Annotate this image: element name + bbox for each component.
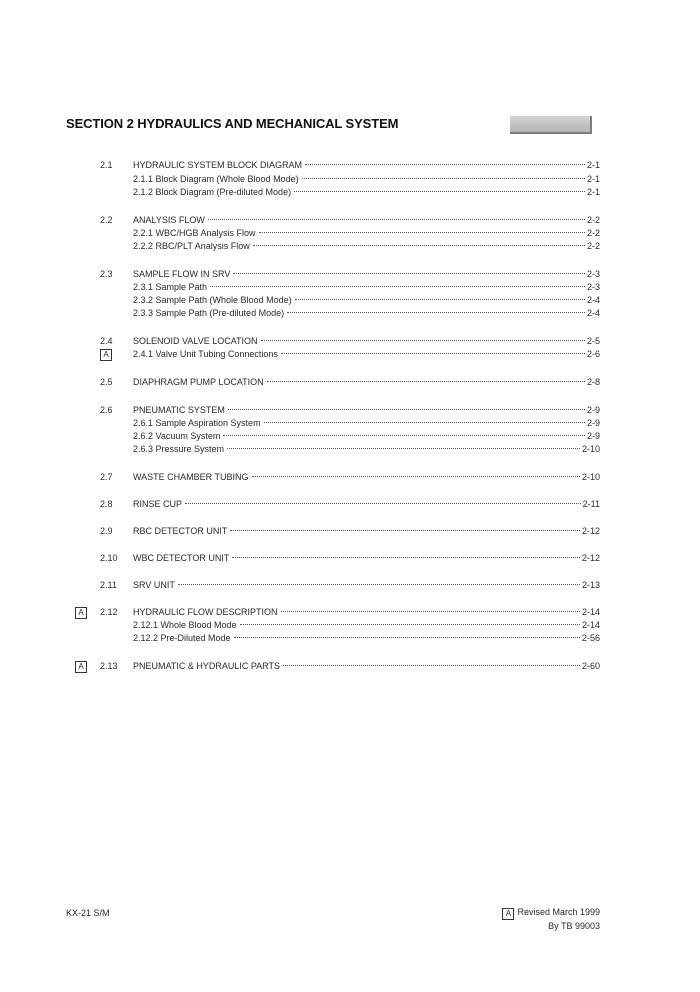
toc-section-row[interactable] [0, 498, 700, 511]
dot-leader [230, 530, 580, 531]
dot-leader [228, 409, 585, 410]
toc-leader-line [133, 159, 600, 172]
toc-subsection-row[interactable] [0, 240, 700, 253]
toc-subsection-row[interactable] [0, 186, 700, 199]
toc-leader-line [133, 173, 600, 186]
toc-title: 2.6.2 Vacuum System [133, 431, 221, 441]
toc-page-number: 2-12 [581, 526, 600, 536]
toc-subsection-row[interactable] [0, 619, 700, 632]
toc-number: 2.6 [100, 405, 113, 415]
toc-number: 2.7 [100, 472, 113, 482]
toc-leader-line [133, 376, 600, 389]
toc-page-number: 2-2 [586, 228, 600, 238]
toc-leader-line [133, 632, 600, 645]
toc-title: 2.12.2 Pre-Diluted Mode [133, 633, 231, 643]
toc-leader-line [133, 214, 600, 227]
toc-leader-line [133, 579, 600, 592]
toc-title: ANALYSIS FLOW [133, 215, 205, 225]
toc-title: DIAPHRAGM PUMP LOCATION [133, 377, 264, 387]
toc-subsection-row[interactable] [0, 430, 700, 443]
toc-title: 2.6.3 Pressure System [133, 444, 225, 454]
dot-leader [223, 435, 585, 436]
toc-page-number: 2-4 [586, 308, 600, 318]
toc-page-number: 2-12 [581, 553, 600, 563]
toc-number: 2.11 [100, 580, 117, 590]
toc-page-number: 2-2 [586, 241, 600, 251]
toc-section-row[interactable] [0, 268, 700, 281]
toc-title: SAMPLE FLOW IN SRV [133, 269, 231, 279]
dot-leader [185, 503, 581, 504]
toc-page-number: 2-56 [581, 633, 600, 643]
toc-subsection-row[interactable] [0, 417, 700, 430]
toc-subsection-row[interactable] [0, 294, 700, 307]
toc-leader-line [133, 348, 600, 361]
toc-section-row[interactable] [0, 159, 700, 172]
toc-page-number: 2-5 [586, 336, 600, 346]
dot-leader [232, 557, 580, 558]
toc-title: 2.2.2 RBC/PLT Analysis Flow [133, 241, 250, 251]
toc-page-number: 2-10 [581, 472, 600, 482]
toc-page-number: 2-6 [586, 349, 600, 359]
toc-title: WBC DETECTOR UNIT [133, 553, 230, 563]
dot-leader [252, 476, 580, 477]
toc-leader-line [133, 281, 600, 294]
toc-title: SOLENOID VALVE LOCATION [133, 336, 258, 346]
toc-title: PNEUMATIC & HYDRAULIC PARTS [133, 661, 281, 671]
toc-page-number: 2-1 [586, 160, 600, 170]
toc-section-row[interactable] [0, 335, 700, 348]
dot-leader [264, 422, 585, 423]
toc-section-row[interactable] [0, 579, 700, 592]
toc-section-row[interactable] [0, 525, 700, 538]
toc-leader-line [133, 186, 600, 199]
toc-page-number: 2-1 [586, 174, 600, 184]
toc-number: 2.8 [100, 499, 113, 509]
toc-number: 2.4 [100, 336, 113, 346]
toc-page-number: 2-9 [586, 405, 600, 415]
toc-subsection-row[interactable] [0, 227, 700, 240]
toc-page-number: 2-9 [586, 418, 600, 428]
dot-leader [178, 584, 580, 585]
toc-title: 2.3.3 Sample Path (Pre-diluted Mode) [133, 308, 285, 318]
toc-title: 2.1.2 Block Diagram (Pre-diluted Mode) [133, 187, 292, 197]
footer-model: KX-21 S/M [66, 908, 110, 918]
dot-leader [261, 340, 585, 341]
dot-leader [305, 164, 585, 165]
toc-page-number: 2-14 [581, 620, 600, 630]
toc-title: HYDRAULIC SYSTEM BLOCK DIAGRAM [133, 160, 303, 170]
toc-leader-line [133, 335, 600, 348]
toc-leader-line [133, 240, 600, 253]
dot-leader [281, 353, 585, 354]
toc-title: 2.2.1 WBC/HGB Analysis Flow [133, 228, 256, 238]
dot-leader [253, 245, 585, 246]
toc-leader-line [133, 294, 600, 307]
toc-leader-line [133, 227, 600, 240]
toc-leader-line [133, 606, 600, 619]
dot-leader [281, 611, 580, 612]
dot-leader [295, 299, 585, 300]
toc-number: 2.10 [100, 553, 118, 563]
toc-section-row[interactable] [0, 552, 700, 565]
footer-revised: Revised March 1999 [517, 907, 600, 917]
toc-page-number: 2-10 [581, 444, 600, 454]
toc-subsection-row[interactable] [0, 632, 700, 645]
toc-page-number: 2-2 [586, 215, 600, 225]
dot-leader [208, 219, 585, 220]
revision-mark: A [75, 607, 87, 619]
toc-title: 2.3.2 Sample Path (Whole Blood Mode) [133, 295, 292, 305]
toc-page-number: 2-9 [586, 431, 600, 441]
toc-leader-line [133, 471, 600, 484]
toc-leader-line [133, 619, 600, 632]
toc-section-row[interactable] [0, 606, 700, 619]
toc-title: RINSE CUP [133, 499, 183, 509]
toc-title: 2.6.1 Sample Aspiration System [133, 418, 261, 428]
toc-leader-line [133, 307, 600, 320]
toc-number: 2.5 [100, 377, 113, 387]
toc-page-number: 2-60 [581, 661, 600, 671]
toc-subsection-row[interactable] [0, 173, 700, 186]
toc-title: WASTE CHAMBER TUBING [133, 472, 249, 482]
dot-leader [267, 381, 585, 382]
toc-section-row[interactable] [0, 660, 700, 673]
toc-title: PNEUMATIC SYSTEM [133, 405, 225, 415]
toc-leader-line [133, 268, 600, 281]
toc-page-number: 2-13 [581, 580, 600, 590]
toc-title: 2.12.1 Whole Blood Mode [133, 620, 237, 630]
dot-leader [240, 624, 580, 625]
toc-leader-line [133, 525, 600, 538]
toc-page-number: 2-1 [586, 187, 600, 197]
toc-title: SRV UNIT [133, 580, 175, 590]
toc-title: 2.3.1 Sample Path [133, 282, 208, 292]
toc-section-row[interactable] [0, 471, 700, 484]
toc-section-row[interactable] [0, 214, 700, 227]
dot-leader [287, 312, 585, 313]
page-title: SECTION 2 HYDRAULICS AND MECHANICAL SYSTEM [66, 116, 399, 131]
dot-leader [234, 637, 580, 638]
toc-leader-line [133, 443, 600, 456]
dot-leader [302, 178, 585, 179]
dot-leader [283, 665, 580, 666]
toc-number: 2.13 [100, 661, 118, 671]
dot-leader [294, 191, 585, 192]
toc-title: 2.4.1 Valve Unit Tubing Connections [133, 349, 278, 359]
toc-title: HYDRAULIC FLOW DESCRIPTION [133, 607, 278, 617]
revision-mark: A [75, 661, 87, 673]
toc-leader-line [133, 417, 600, 430]
toc-subsection-row[interactable] [0, 443, 700, 456]
toc-number: 2.3 [100, 269, 113, 279]
dot-leader [210, 286, 585, 287]
toc-leader-line [133, 552, 600, 565]
toc-number: 2.1 [100, 160, 113, 170]
toc-section-row[interactable] [0, 376, 700, 389]
toc-subsection-row[interactable] [0, 281, 700, 294]
toc-title: 2.1.1 Block Diagram (Whole Blood Mode) [133, 174, 299, 184]
toc-page-number: 2-3 [586, 282, 600, 292]
toc-leader-line [133, 660, 600, 673]
toc-page-number: 2-4 [586, 295, 600, 305]
toc-section-row[interactable] [0, 404, 700, 417]
toc-page-number: 2-8 [586, 377, 600, 387]
toc-leader-line [133, 498, 600, 511]
dot-leader [259, 232, 585, 233]
toc-subsection-row[interactable] [0, 307, 700, 320]
footer-by: By TB 99003 [548, 921, 600, 931]
toc-subsection-row[interactable] [0, 348, 700, 361]
toc-number: 2.2 [100, 215, 113, 225]
footer-revised-line [502, 906, 600, 920]
footer-revision-block [502, 906, 600, 933]
toc-page-number: 2-3 [586, 269, 600, 279]
toc-page-number: 2-11 [582, 499, 600, 509]
revision-mark: A [502, 908, 514, 920]
toc-page-number: 2-14 [581, 607, 600, 617]
dot-leader [233, 273, 585, 274]
toc-number: 2.12 [100, 607, 118, 617]
toc-title: RBC DETECTOR UNIT [133, 526, 228, 536]
dot-leader [227, 448, 580, 449]
revision-mark: A [100, 349, 112, 361]
toc-number: 2.9 [100, 526, 113, 536]
toc-leader-line [133, 404, 600, 417]
toc-leader-line [133, 430, 600, 443]
